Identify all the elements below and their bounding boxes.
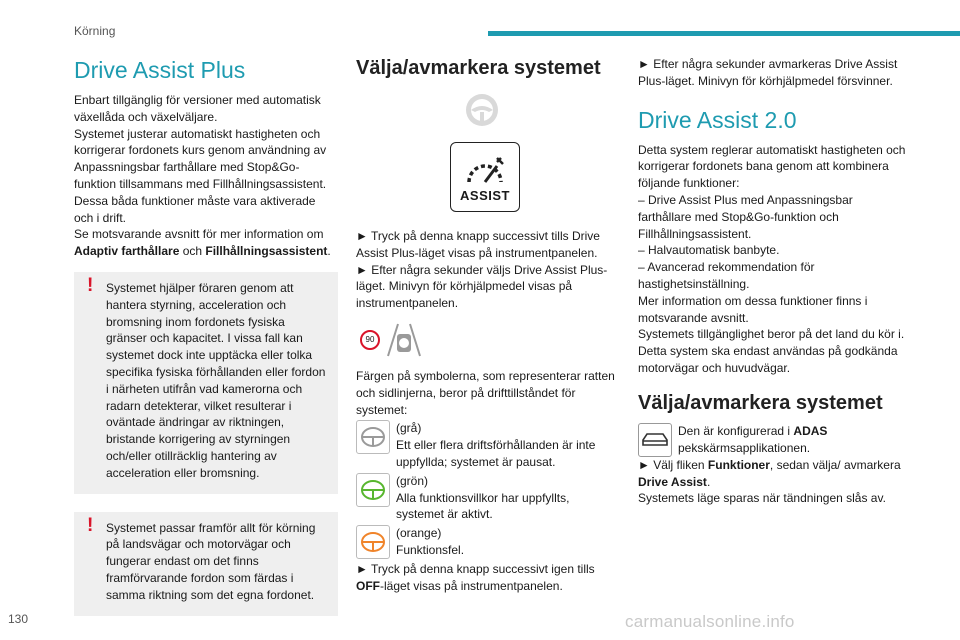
da2-paragraph-2: – Drive Assist Plus med Anpassningsbar farthållare med Stop&Go-funktion och Fillhållningsassistent. <box>638 192 853 241</box>
car-icon <box>638 423 672 457</box>
orange-label: (orange) <box>396 526 442 541</box>
grey-status-icon <box>356 420 390 454</box>
gauge-icon <box>463 154 507 188</box>
state-orange <box>356 525 616 559</box>
column-1 <box>74 56 338 616</box>
intro-paragraph-1: Enbart tillgänglig för versioner med automatisk växellåda och växelväljare. <box>74 93 321 124</box>
header-accent-bar <box>488 31 960 36</box>
state-grey <box>356 420 616 470</box>
column-2 <box>356 56 616 595</box>
green-status-icon <box>356 473 390 507</box>
da2-paragraph-4: – Avancerad rekommendation för hastighetsinställning. <box>638 260 815 291</box>
intro-paragraph-2: Systemet justerar automatiskt hastigheten och korrigerar fordonets kurs genom användning av Anpassningsbar farthållare med Stop&Go-funktion tillsammans med Fillhållningsassistent. <box>74 126 327 191</box>
column-3 <box>638 56 908 507</box>
saved-state-text: Systemets läge sparas när tändningen slås av. <box>638 491 886 506</box>
section-title-drive-assist-plus: Drive Assist Plus <box>74 57 246 83</box>
drive-assist-status-icon <box>384 320 424 360</box>
adas-text: Den är konfigurerad i ADAS pekskärmsapplikationen. <box>678 423 828 455</box>
continuation-step: ► Efter några sekunder avmarkeras Drive Assist Plus-läget. Minivyn för körhjälpmedel försvinner. <box>638 57 898 88</box>
warning-box-2 <box>74 512 338 616</box>
reference-paragraph: Se motsvarande avsnitt för mer information om Adaptiv farthållare och Fillhållningsassistent. <box>74 227 331 259</box>
intro-paragraph-3: Dessa båda funktioner måste vara aktiverade och i drift. <box>74 193 316 225</box>
orange-description: Funktionsfel. <box>396 542 465 557</box>
select-tab-step: ► Välj fliken Funktioner, sedan välja/ avmarkera Drive Assist. <box>638 457 901 489</box>
orange-status-icon <box>356 525 390 559</box>
minivy-icons <box>360 320 616 360</box>
functions-tab-label: Funktioner <box>707 457 770 472</box>
page-number: 130 <box>8 612 29 626</box>
speed-limit-value: 90 <box>365 334 375 344</box>
da2-paragraph-6: Systemets tillgänglighet beror på det land du kör i. <box>638 327 905 342</box>
speed-limit-icon <box>360 330 380 350</box>
steering-wheel-icon <box>464 92 500 128</box>
warning-exclamation-icon: ! <box>87 274 94 296</box>
ref-lane-keeping: Fillhållningsassistent <box>205 244 328 259</box>
da2-paragraph-1: Detta system reglerar automatiskt hastigheten och korrigerar fordonets bana genom att kombinera följande funktioner: <box>638 142 906 191</box>
state-green <box>356 473 616 523</box>
section-title-select-system-2: Välja/avmarkera systemet <box>638 391 883 414</box>
green-description: Alla funktionsvillkor har uppfyllts, systemet är aktivt. <box>396 490 570 522</box>
step-1: ► Tryck på denna knapp successivt tills Drive Assist Plus-läget visas på instrumentpanelen. <box>356 229 600 260</box>
section-title-drive-assist-2: Drive Assist 2.0 <box>638 106 797 133</box>
drive-assist-label: Drive Assist <box>638 474 707 489</box>
header-section-label: Körning <box>74 24 116 38</box>
assist-button-label: ASSIST <box>460 188 510 204</box>
ref-adaptive-cruise: Adaptiv farthållare <box>74 244 180 259</box>
warning-text-2: Systemet passar framför allt för körning på landsvägar och motorvägar och fungerar endast om det finns framförvarande fordon som färdas i samma riktning som det egna fordonet. <box>106 520 316 602</box>
grey-description: Ett eller flera driftsförhållanden är inte uppfyllda; systemet är pausat. <box>396 438 596 469</box>
color-explanation: Färgen på symbolerna, som representerar ratten och sidlinjerna, beror på drifttillståndet för systemet: <box>356 368 615 417</box>
assist-button-icon <box>450 142 520 212</box>
step-3: ► Tryck på denna knapp successivt igen tills OFF-läget visas på instrumentpanelen. <box>356 562 595 593</box>
section-title-select-system: Välja/avmarkera systemet <box>356 57 601 79</box>
da2-paragraph-5: Mer information om dessa funktioner finns i motsvarande avsnitt. <box>638 293 868 325</box>
step-2: ► Efter några sekunder väljs Drive Assist Plus-läget. Minivyn för körhjälpmedel visas på instrumentpanelen. <box>356 262 608 311</box>
warning-box-1 <box>74 272 338 494</box>
green-label: (grön) <box>396 473 429 488</box>
warning-exclamation-icon: ! <box>87 514 94 536</box>
watermark: carmanualsonline.info <box>625 612 795 631</box>
warning-text-1: Systemet hjälper föraren genom att hantera styrning, acceleration och bromsning inom fordonets fysiska gränser och kapacitet. I vissa fall kan systemet dock inte upptäcka eller tolka specifika fysiska förhållanden eller fordon i närheten utifrån vad kamerorna och radarn detekterar, vilket resulterar i oväntade ändringar av riktningen, bristande korrigering av styrningen och/eller otillräcklig hantering av acceleration eller bromsning. <box>106 280 326 480</box>
da2-paragraph-7: Detta system ska endast användas på godkända motorvägar och huvudvägar. <box>638 344 898 375</box>
off-label: OFF <box>356 578 380 593</box>
adas-label: ADAS <box>793 423 828 438</box>
grey-label: (grå) <box>396 421 422 436</box>
da2-paragraph-3: – Halvautomatisk banbyte. <box>638 243 780 258</box>
adas-row <box>638 423 908 457</box>
